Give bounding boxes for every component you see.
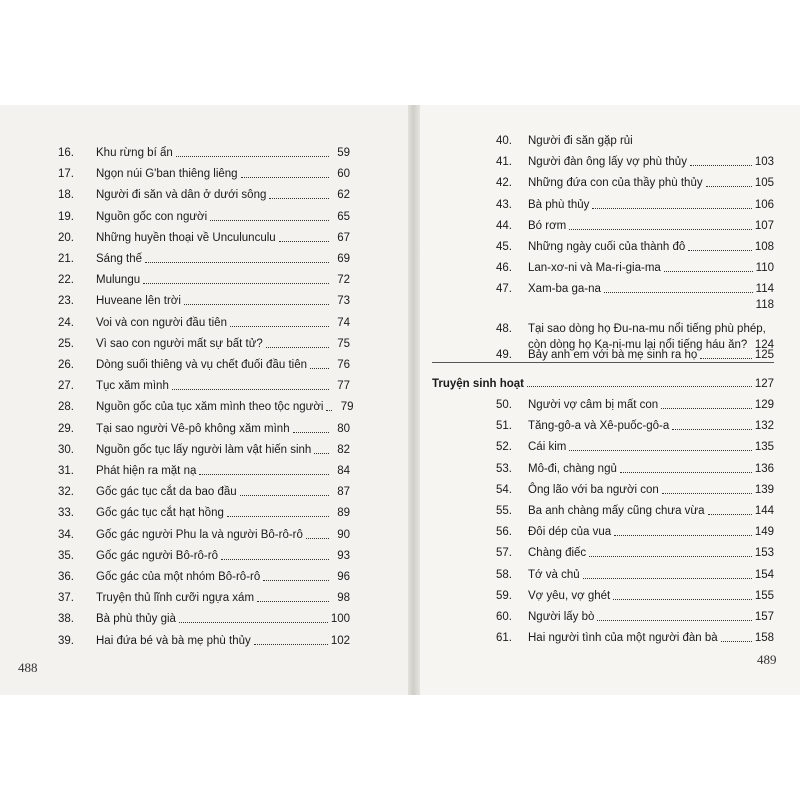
entry-page-number: 89 bbox=[337, 507, 350, 520]
entry-page-number: 157 bbox=[754, 611, 774, 623]
entry-page-number: 110 bbox=[755, 262, 774, 275]
entry-page-number: 139 bbox=[754, 483, 774, 496]
dot-leader bbox=[199, 474, 329, 475]
entry-number: 53. bbox=[496, 462, 512, 475]
toc-entry bbox=[58, 435, 350, 457]
entry-title: Mô-đi, chàng ngủ bbox=[528, 462, 617, 475]
entry-page-number: 98 bbox=[337, 592, 350, 605]
entry-title: Phát hiện ra mặt nạ bbox=[96, 465, 197, 477]
entry-title: Nguồn gốc tục lấy người làm vật hiến sinh bbox=[96, 443, 312, 456]
entry-page-number: 135 bbox=[754, 441, 774, 454]
entry-title: Người đi săn và dân ở dưới sông bbox=[96, 189, 267, 202]
entry-page-number: 118 bbox=[755, 299, 774, 311]
entry-title: Voi và con người đầu tiên bbox=[96, 316, 227, 329]
toc-entry bbox=[58, 562, 350, 584]
toc-entry bbox=[496, 560, 774, 582]
dot-leader bbox=[184, 304, 329, 305]
entry-title: Lan-xơ-ni và Ma-ri-gia-ma bbox=[528, 262, 661, 275]
entry-title: Ba anh chàng mấy cũng chưa vừa bbox=[528, 505, 705, 517]
toc-entry bbox=[58, 138, 350, 160]
toc-entry bbox=[58, 329, 350, 351]
entry-page-number: 60 bbox=[337, 168, 350, 181]
toc-entry bbox=[496, 454, 774, 476]
toc-entry bbox=[496, 126, 774, 148]
dot-leader bbox=[569, 229, 752, 230]
right-page-folio: 489 bbox=[757, 652, 777, 667]
entry-number: 45. bbox=[496, 241, 512, 253]
entry-page-number: 154 bbox=[754, 568, 774, 581]
dot-leader bbox=[721, 641, 752, 642]
dot-leader bbox=[664, 271, 753, 272]
dot-leader bbox=[145, 262, 329, 263]
dot-leader bbox=[527, 386, 752, 387]
entry-number: 61. bbox=[496, 632, 512, 645]
entry-title: Sáng thế bbox=[96, 253, 143, 265]
entry-page-number: 77 bbox=[337, 380, 350, 393]
entry-page-number: 103 bbox=[754, 156, 774, 169]
toc-entry bbox=[496, 432, 774, 454]
dot-leader bbox=[662, 493, 752, 494]
entry-number: 36. bbox=[58, 571, 74, 583]
entry-page-number: 153 bbox=[754, 547, 774, 560]
entry-title: Tăng-gô-a và Xê-puốc-gô-a bbox=[528, 420, 670, 433]
entry-number: 41. bbox=[496, 156, 512, 169]
dot-leader bbox=[263, 580, 329, 581]
entry-number: 23. bbox=[58, 295, 74, 308]
entry-title: Gốc gác của một nhóm Bô-rô-rô bbox=[96, 571, 261, 583]
entry-number: 16. bbox=[58, 147, 74, 159]
entry-title: Ngọn núi G'ban thiêng liêng bbox=[96, 168, 238, 181]
entry-number: 48. bbox=[496, 323, 512, 335]
entry-title: Nguồn gốc con người bbox=[96, 210, 208, 223]
entry-page-number: 65 bbox=[337, 210, 350, 223]
dot-leader bbox=[306, 538, 329, 539]
book-gutter bbox=[408, 105, 420, 695]
entry-number: 17. bbox=[58, 168, 74, 181]
entry-number: 31. bbox=[58, 465, 74, 477]
entry-page-number: 114 bbox=[755, 283, 774, 296]
entry-page-number: 100 bbox=[330, 613, 350, 626]
dot-leader bbox=[241, 177, 329, 178]
dot-leader bbox=[661, 408, 752, 409]
toc-entry bbox=[58, 350, 350, 372]
entry-title: Gốc gác người Bô-rô-rô bbox=[96, 549, 218, 562]
entry-number: 19. bbox=[58, 210, 74, 223]
entry-page-number: 87 bbox=[337, 486, 350, 499]
entry-page-number: 102 bbox=[330, 634, 350, 647]
entry-number: 51. bbox=[496, 420, 512, 433]
entry-page-number: 125 bbox=[754, 349, 774, 361]
entry-page-number: 132 bbox=[754, 420, 774, 433]
entry-number: 18. bbox=[58, 189, 74, 202]
toc-entry bbox=[58, 223, 350, 245]
entry-number: 56. bbox=[496, 526, 512, 539]
toc-entry bbox=[496, 538, 774, 560]
dot-leader bbox=[583, 578, 752, 579]
entry-title: Ông lão với ba người con bbox=[528, 483, 659, 496]
entry-page-number: 108 bbox=[754, 241, 774, 253]
dot-leader bbox=[672, 429, 752, 430]
entry-page-number: 84 bbox=[337, 465, 350, 477]
entry-page-number: 76 bbox=[337, 359, 350, 371]
entry-number: 60. bbox=[496, 611, 512, 623]
dot-leader bbox=[221, 559, 329, 560]
entry-title: Người vợ câm bị mất con bbox=[528, 399, 659, 411]
entry-title: Đôi dép của vua bbox=[528, 526, 612, 539]
entry-title: Xam-ba ga-na bbox=[528, 283, 601, 296]
entry-number: 22. bbox=[58, 274, 74, 287]
dot-leader bbox=[240, 495, 329, 496]
entry-title: Bảy anh em với bà mẹ sinh ra họ bbox=[528, 349, 698, 361]
dot-leader bbox=[597, 620, 751, 621]
entry-title: Người đàn ông lấy vợ phù thủy bbox=[528, 156, 687, 169]
dot-leader bbox=[620, 472, 752, 473]
entry-title: Nguồn gốc của tục xăm mình theo tộc người bbox=[96, 401, 324, 414]
entry-title: Những ngày cuối của thành đô bbox=[528, 241, 686, 253]
entry-number: 39. bbox=[58, 634, 74, 647]
toc-entry bbox=[496, 623, 774, 645]
toc-entry bbox=[58, 541, 350, 563]
entry-number: 25. bbox=[58, 337, 74, 350]
entry-title: Vợ yêu, vợ ghét bbox=[528, 589, 611, 602]
dot-leader bbox=[293, 432, 329, 433]
entry-page-number: 73 bbox=[337, 295, 350, 308]
entry-number: 38. bbox=[58, 613, 74, 626]
entry-number: 47. bbox=[496, 283, 512, 296]
entry-page-number: 75 bbox=[337, 337, 350, 350]
entry-page-number: 90 bbox=[337, 528, 350, 541]
entry-title-line-1: Tại sao dòng họ Đu-na-mu nổi tiếng phù phép, bbox=[528, 323, 766, 335]
toc-entry bbox=[496, 390, 774, 412]
toc-entry bbox=[496, 475, 774, 497]
entry-page-number: 62 bbox=[337, 189, 350, 202]
toc-entry bbox=[496, 581, 774, 603]
section-title: Truyện sinh hoạt bbox=[432, 378, 525, 390]
toc-entry bbox=[496, 517, 774, 539]
toc-entry bbox=[58, 604, 350, 626]
toc-entry bbox=[496, 168, 774, 190]
entry-page-number: 158 bbox=[754, 632, 774, 645]
entry-page-number: 149 bbox=[754, 526, 774, 539]
toc-entry bbox=[496, 253, 774, 275]
entry-page-number: 74 bbox=[337, 316, 350, 329]
toc-entry bbox=[58, 202, 350, 224]
toc-entry bbox=[496, 211, 774, 233]
entry-title: Tớ và chủ bbox=[528, 568, 580, 581]
entry-title: Mulungu bbox=[96, 274, 141, 287]
entry-number: 20. bbox=[58, 231, 74, 244]
entry-title: Bà phù thủy già bbox=[96, 613, 176, 626]
entry-title: Những đứa con của thầy phù thủy bbox=[528, 177, 703, 190]
entry-title: Bà phù thủy bbox=[528, 198, 590, 211]
entry-number: 54. bbox=[496, 483, 512, 496]
dot-leader bbox=[266, 347, 329, 348]
dot-leader bbox=[257, 601, 329, 602]
entry-page-number: 155 bbox=[754, 589, 774, 602]
dot-leader bbox=[706, 186, 752, 187]
entry-number: 34. bbox=[58, 528, 74, 541]
entry-title: Gốc gác tục cắt da bao đầu bbox=[96, 486, 237, 499]
dot-leader bbox=[688, 250, 752, 251]
toc-entry bbox=[496, 147, 774, 169]
entry-page-number: 82 bbox=[337, 443, 350, 456]
toc-entry bbox=[58, 159, 350, 181]
toc-entry bbox=[496, 602, 774, 624]
entry-number: 43. bbox=[496, 198, 512, 211]
toc-entry bbox=[496, 411, 774, 433]
entry-number: 52. bbox=[496, 441, 512, 454]
dot-leader bbox=[254, 644, 328, 645]
dot-leader bbox=[613, 599, 752, 600]
dot-leader bbox=[326, 410, 332, 411]
entry-page-number: 59 bbox=[337, 147, 350, 159]
entry-number: 57. bbox=[496, 547, 512, 560]
left-page-folio: 488 bbox=[18, 660, 38, 675]
entry-page-number: 79 bbox=[340, 401, 354, 414]
dot-leader bbox=[143, 283, 329, 284]
toc-entry bbox=[58, 371, 350, 393]
dot-leader bbox=[569, 450, 751, 451]
entry-title-line-2: còn dòng họ Ka-ni-mu lại nổi tiếng háu ăn? bbox=[528, 339, 748, 351]
toc-entry bbox=[58, 477, 350, 499]
entry-number: 40. bbox=[496, 135, 512, 147]
entry-number: 33. bbox=[58, 507, 74, 520]
entry-title: Huveane lên trời bbox=[96, 295, 181, 308]
entry-number: 44. bbox=[496, 219, 512, 232]
toc-entry bbox=[58, 414, 350, 436]
entry-title: Hai đứa bé và bà mẹ phù thủy bbox=[96, 634, 251, 647]
dot-leader bbox=[269, 198, 329, 199]
entry-number: 32. bbox=[58, 486, 74, 499]
section-heading bbox=[432, 368, 774, 390]
entry-title: Chàng điếc bbox=[528, 547, 587, 560]
entry-title: Dòng suối thiêng và vụ chết đuối đầu tiên bbox=[96, 359, 307, 371]
entry-number: 49. bbox=[496, 349, 512, 361]
entry-number: 26. bbox=[58, 359, 74, 371]
entry-page-number: 144 bbox=[754, 505, 774, 517]
entry-page-number: 96 bbox=[337, 571, 350, 583]
entry-number: 29. bbox=[58, 422, 74, 435]
toc-entry bbox=[58, 180, 350, 202]
entry-title: Truyện thủ lĩnh cưỡi ngựa xám bbox=[96, 592, 255, 605]
entry-number: 27. bbox=[58, 380, 74, 393]
toc-entry bbox=[58, 286, 350, 308]
section-divider bbox=[432, 362, 774, 363]
entry-title: Gốc gác tục cắt hạt hồng bbox=[96, 507, 224, 520]
dot-leader bbox=[310, 368, 329, 369]
entry-page-number: 93 bbox=[337, 549, 350, 562]
entry-title: Người đi săn gặp rủi bbox=[528, 135, 633, 147]
toc-entry bbox=[58, 265, 350, 287]
entry-title: Khu rừng bí ẩn bbox=[96, 147, 173, 159]
dot-leader bbox=[614, 535, 752, 536]
dot-leader bbox=[700, 358, 752, 359]
entry-number: 37. bbox=[58, 592, 74, 605]
entry-title: Hai người tình của một người đàn bà bbox=[528, 632, 718, 645]
dot-leader bbox=[227, 516, 329, 517]
entry-number: 58. bbox=[496, 568, 512, 581]
entry-number: 42. bbox=[496, 177, 512, 190]
toc-entry-47-continued-page bbox=[496, 290, 774, 312]
toc-entry bbox=[58, 308, 350, 330]
entry-page-number: 105 bbox=[754, 177, 774, 190]
toc-entry bbox=[58, 626, 350, 648]
entry-page-number: 124 bbox=[754, 339, 774, 351]
toc-entry bbox=[58, 392, 354, 414]
toc-entry bbox=[496, 232, 774, 254]
entry-page-number: 69 bbox=[337, 253, 350, 265]
entry-number: 35. bbox=[58, 549, 74, 562]
toc-entry bbox=[58, 244, 350, 266]
toc-entry bbox=[58, 498, 350, 520]
entry-title: Những huyền thoại về Unculunculu bbox=[96, 231, 276, 244]
section-page-number: 127 bbox=[754, 378, 774, 390]
toc-entry bbox=[496, 190, 774, 212]
entry-title: Tục xăm mình bbox=[96, 380, 169, 393]
entry-page-number: 106 bbox=[754, 198, 774, 211]
entry-page-number: 107 bbox=[754, 219, 774, 232]
entry-page-number: 136 bbox=[754, 462, 774, 475]
entry-title: Tại sao người Vê-pô không xăm mình bbox=[96, 422, 290, 435]
dot-leader bbox=[172, 389, 329, 390]
dot-leader bbox=[176, 156, 329, 157]
dot-leader bbox=[279, 241, 329, 242]
entry-number: 55. bbox=[496, 505, 512, 517]
toc-entry-49 bbox=[496, 340, 774, 362]
entry-page-number: 129 bbox=[754, 399, 774, 411]
toc-entry bbox=[58, 520, 350, 542]
entry-number: 28. bbox=[58, 401, 74, 414]
entry-page-number: 72 bbox=[337, 274, 350, 287]
entry-title: Gốc gác người Phu la và người Bô-rô-rô bbox=[96, 528, 303, 541]
toc-entry bbox=[58, 583, 350, 605]
toc-entry bbox=[58, 456, 350, 478]
entry-page-number: 80 bbox=[337, 422, 350, 435]
entry-number: 46. bbox=[496, 262, 512, 275]
dot-leader bbox=[210, 220, 329, 221]
dot-leader bbox=[230, 326, 329, 327]
entry-title: Vì sao con người mất sự bất tử? bbox=[96, 337, 263, 350]
entry-page-number: 67 bbox=[337, 231, 350, 244]
dot-leader bbox=[690, 165, 752, 166]
entry-title: Bó rơm bbox=[528, 219, 567, 232]
dot-leader bbox=[589, 556, 752, 557]
dot-leader bbox=[314, 453, 329, 454]
dot-leader bbox=[592, 208, 751, 209]
entry-number: 50. bbox=[496, 399, 512, 411]
entry-title: Người lấy bò bbox=[528, 611, 595, 623]
dot-leader bbox=[179, 622, 328, 623]
entry-title: Cái kim bbox=[528, 441, 567, 454]
entry-number: 59. bbox=[496, 589, 512, 602]
entry-number: 21. bbox=[58, 253, 74, 265]
dot-leader bbox=[708, 514, 752, 515]
toc-entry bbox=[496, 496, 774, 518]
entry-number: 24. bbox=[58, 316, 74, 329]
entry-number: 30. bbox=[58, 443, 74, 456]
